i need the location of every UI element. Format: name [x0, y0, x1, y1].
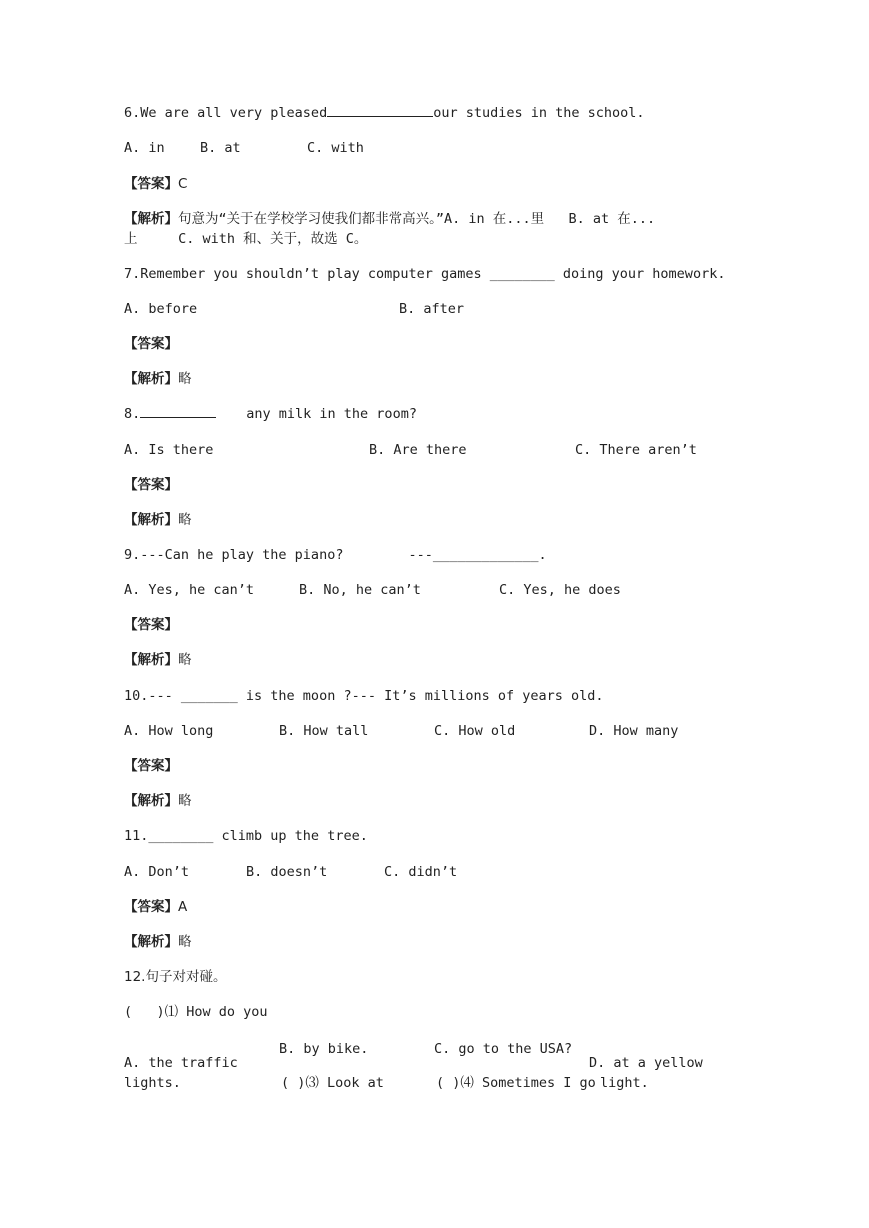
q12-item-3: ( )⑶ Look at	[281, 1075, 384, 1091]
q8-stem	[124, 405, 417, 423]
analysis-label: 【解析】	[124, 512, 178, 528]
q11-option-b: B. doesn’t	[246, 864, 328, 880]
q6-prefix: 6.We are all very pleased	[124, 105, 328, 121]
analysis-label: 【解析】	[124, 793, 178, 809]
q12-option-c: C. go to the USA?	[434, 1041, 573, 1057]
q9-stem: 9.---Can he play the piano? ---_____________.	[124, 547, 547, 563]
q6-suffix: our studies in the school.	[433, 105, 645, 121]
q11-answer	[124, 898, 187, 916]
answer-label: 【答案】	[124, 758, 178, 774]
q12-item-1: ( )⑴ How do you	[124, 1004, 268, 1020]
q8-suffix: any milk in the room?	[246, 406, 417, 422]
q9-answer	[124, 616, 178, 634]
q10-answer	[124, 757, 178, 775]
analysis-label: 【解析】	[124, 934, 178, 950]
q9-option-c: C. Yes, he does	[499, 582, 621, 598]
analysis-text: 略	[178, 512, 192, 528]
q9-option-b: B. No, he can’t	[299, 582, 421, 598]
answer-value: C	[178, 176, 188, 192]
q8-analysis	[124, 511, 192, 529]
answer-label: 【答案】	[124, 176, 178, 192]
answer-label: 【答案】	[124, 899, 178, 915]
analysis-label: 【解析】	[124, 371, 178, 387]
q10-option-d: D. How many	[589, 723, 679, 739]
q10-stem: 10.--- _______ is the moon ?--- It’s millions of years old.	[124, 688, 604, 704]
q12-option-a: A. the traffic	[124, 1055, 238, 1071]
q11-analysis	[124, 933, 192, 951]
analysis-text: 略	[178, 652, 192, 668]
q11-option-a: A. Don’t	[124, 864, 190, 880]
q10-option-c: C. How old	[434, 723, 516, 739]
q6-blank	[327, 116, 433, 117]
q6-option-c: C. with	[307, 140, 364, 156]
q12-option-b: B. by bike.	[279, 1041, 369, 1057]
answer-label: 【答案】	[124, 336, 178, 352]
q7-analysis	[124, 370, 192, 388]
q11-stem: 11.________ climb up the tree.	[124, 828, 368, 844]
q7-stem: 7.Remember you shouldn’t play computer games ________ doing your homework.	[124, 266, 726, 282]
q6-option-a: A. in	[124, 140, 165, 156]
answer-label: 【答案】	[124, 617, 178, 633]
q8-option-c: C. There aren’t	[575, 442, 697, 458]
answer-value: A	[178, 899, 188, 915]
analysis-label: 【解析】	[124, 211, 178, 227]
q12-item-4: ( )⑷ Sometimes I go	[436, 1075, 596, 1091]
q10-analysis	[124, 792, 192, 810]
q10-option-b: B. How tall	[279, 723, 369, 739]
q12-option-a-cont: lights.	[124, 1075, 181, 1091]
q12-title: 12.句子对对碰。	[124, 969, 227, 985]
q7-answer	[124, 335, 178, 353]
analysis-text: 句意为“关于在学校学习使我们都非常高兴。”A. in 在...里 B. at 在...	[178, 211, 656, 227]
q9-analysis	[124, 651, 192, 669]
q12-option-d: D. at a yellow	[589, 1055, 703, 1071]
q6-option-b: B. at	[200, 140, 241, 156]
analysis-text: 略	[178, 793, 192, 809]
q8-option-b: B. Are there	[369, 442, 467, 458]
q9-option-a: A. Yes, he can’t	[124, 582, 255, 598]
q6-analysis	[124, 210, 655, 228]
q8-answer	[124, 476, 178, 494]
q6-analysis-cont: 上 C. with 和、关于，故选 C。	[124, 231, 368, 247]
q12-option-d-cont: light.	[600, 1075, 649, 1091]
q8-option-a: A. Is there	[124, 442, 214, 458]
analysis-text: 略	[178, 934, 192, 950]
q6-answer	[124, 175, 187, 193]
analysis-label: 【解析】	[124, 652, 178, 668]
q7-option-a: A. before	[124, 301, 198, 317]
answer-label: 【答案】	[124, 477, 178, 493]
q7-option-b: B. after	[399, 301, 465, 317]
q10-option-a: A. How long	[124, 723, 214, 739]
q6-stem	[124, 104, 645, 122]
q8-blank	[140, 417, 216, 418]
q8-prefix: 8.	[124, 406, 141, 422]
analysis-text: 略	[178, 371, 192, 387]
q11-option-c: C. didn’t	[384, 864, 458, 880]
